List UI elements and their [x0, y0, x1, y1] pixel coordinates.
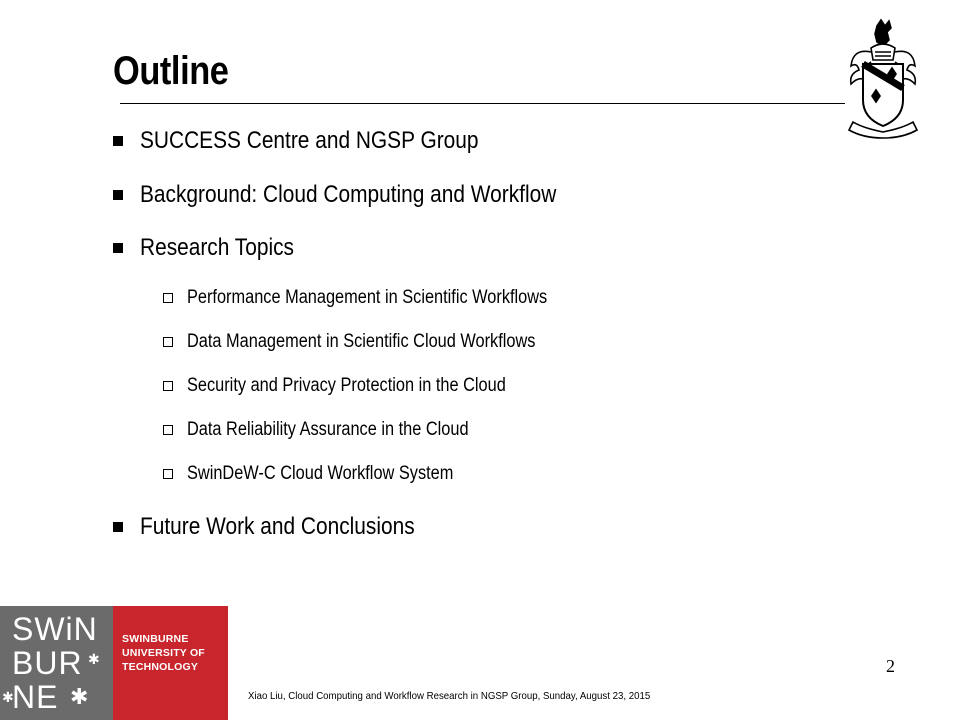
sub-bullet-marker [163, 469, 173, 479]
swinburne-logo [0, 606, 228, 720]
bullet-marker [113, 243, 123, 253]
logo-wordmark-line: SWiN [12, 611, 98, 647]
bullet-marker [113, 522, 123, 532]
sub-bullet-marker [163, 293, 173, 303]
star-icon: ✱ [88, 651, 100, 667]
bullet-future-work: Future Work and Conclusions [140, 513, 415, 540]
sub-bullet-reliability: Data Reliability Assurance in the Cloud [187, 419, 469, 440]
sub-bullet-marker [163, 381, 173, 391]
star-icon: ✱ [2, 689, 14, 705]
slide-footer: Xiao Liu, Cloud Computing and Workflow Research in NGSP Group, Sunday, August 23, 2015 [248, 690, 651, 702]
bullet-marker [113, 136, 123, 146]
logo-wordmark-panel [0, 606, 113, 720]
logo-wordmark-line: BUR [12, 645, 83, 681]
logo-name-line: SWINBURNE [122, 633, 189, 645]
sub-bullet-data-management: Data Management in Scientific Cloud Workflows [187, 331, 536, 352]
sub-bullet-security: Security and Privacy Protection in the Cloud [187, 375, 506, 396]
page-number: 2 [886, 656, 895, 676]
sub-bullet-marker [163, 425, 173, 435]
sub-bullet-performance: Performance Management in Scientific Workflows [187, 287, 548, 308]
bullet-success-centre: SUCCESS Centre and NGSP Group [140, 127, 479, 154]
bullet-background: Background: Cloud Computing and Workflow [140, 181, 557, 208]
logo-wordmark-line: NE [12, 679, 59, 715]
logo-name-panel [113, 606, 228, 720]
title-divider [120, 103, 845, 104]
bullet-research-topics: Research Topics [140, 234, 294, 261]
slide-title: Outline [113, 49, 229, 93]
university-crest-icon [843, 18, 923, 140]
star-icon: ✱ [70, 684, 89, 709]
logo-name-line: TECHNOLOGY [122, 661, 199, 673]
sub-bullet-marker [163, 337, 173, 347]
sub-bullet-swindew: SwinDeW-C Cloud Workflow System [187, 463, 454, 484]
bullet-marker [113, 190, 123, 200]
logo-name-line: UNIVERSITY OF [122, 647, 205, 659]
